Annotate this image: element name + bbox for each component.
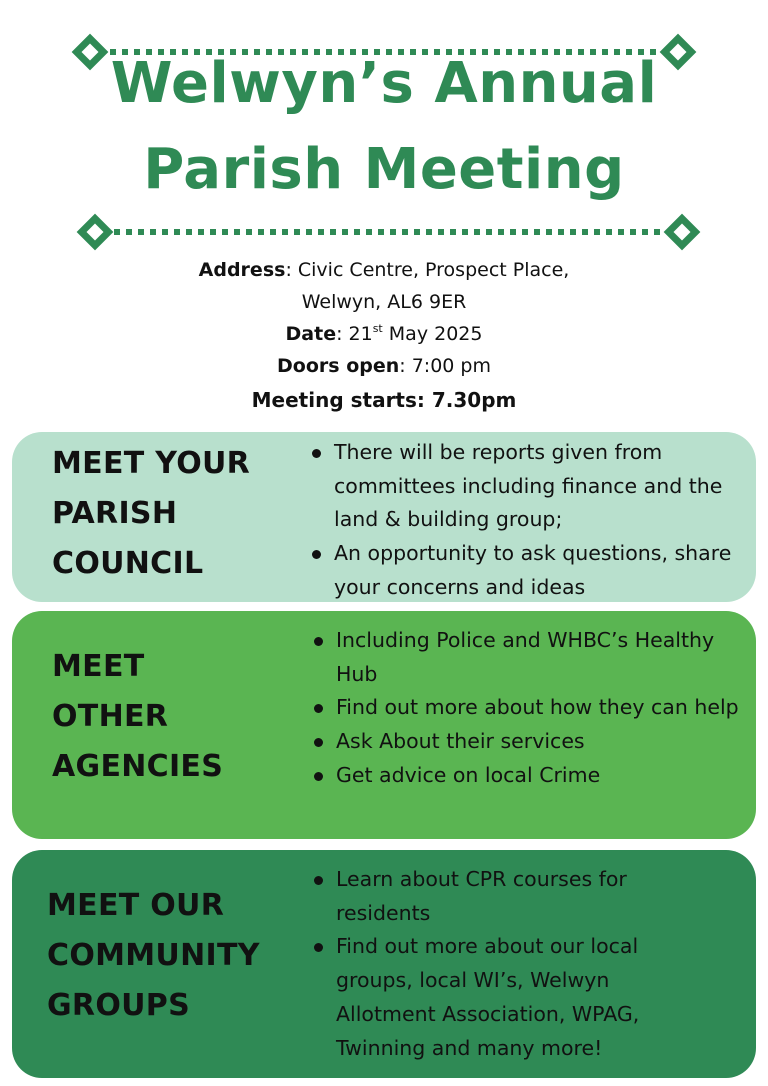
bottom-left-diamond-icon bbox=[77, 214, 114, 251]
page-title bbox=[0, 52, 768, 202]
section-heading bbox=[52, 439, 250, 589]
bottom-divider bbox=[0, 212, 768, 252]
bullet-list bbox=[314, 624, 746, 793]
doors-value: : 7:00 pm bbox=[399, 355, 491, 377]
list-item: Get advice on local Crime bbox=[314, 759, 746, 793]
heading-line: MEET bbox=[52, 649, 145, 684]
title-line-2: Parish Meeting bbox=[143, 137, 625, 202]
heading-line: PARISH bbox=[52, 496, 178, 531]
list-item: Find out more about our local groups, local WI’s, Welwyn Allotment Association, WPAG, Twinning and many more! bbox=[314, 930, 714, 1065]
list-item: Including Police and WHBC’s Healthy Hub bbox=[314, 624, 746, 691]
date-row bbox=[0, 318, 768, 350]
heading-line: GROUPS bbox=[47, 988, 190, 1023]
section-other-agencies bbox=[12, 611, 756, 839]
doors-label: Doors open bbox=[277, 355, 400, 377]
doors-row bbox=[0, 350, 768, 382]
section-heading bbox=[52, 642, 223, 792]
bullet-list bbox=[312, 436, 732, 605]
title-line-1: Welwyn’s Annual bbox=[110, 51, 658, 116]
heading-line: AGENCIES bbox=[52, 749, 224, 784]
date-rest: May 2025 bbox=[382, 323, 483, 345]
bullet-list bbox=[314, 863, 714, 1065]
list-item: Learn about CPR courses for residents bbox=[314, 863, 714, 930]
address-label: Address bbox=[198, 259, 286, 281]
date-suffix: st bbox=[372, 322, 383, 335]
list-item: Find out more about how they can help bbox=[314, 691, 746, 725]
address-value: : Civic Centre, Prospect Place, bbox=[285, 259, 570, 281]
bottom-right-diamond-icon bbox=[664, 214, 701, 251]
section-heading bbox=[47, 881, 260, 1031]
heading-line: MEET YOUR bbox=[52, 446, 251, 481]
section-community-groups bbox=[12, 850, 756, 1078]
event-details bbox=[0, 254, 768, 416]
list-item: Ask About their services bbox=[314, 725, 746, 759]
list-item: There will be reports given from committees including finance and the land & building group; bbox=[312, 436, 732, 537]
heading-line: COMMUNITY bbox=[47, 938, 260, 973]
section-parish-council bbox=[12, 432, 756, 602]
address-row bbox=[0, 254, 768, 286]
heading-line: OTHER bbox=[52, 699, 169, 734]
list-item: An opportunity to ask questions, share your concerns and ideas bbox=[312, 537, 732, 604]
heading-line: MEET OUR bbox=[47, 888, 225, 923]
address-row-2: Welwyn, AL6 9ER bbox=[301, 291, 467, 313]
meeting-starts: Meeting starts: 7.30pm bbox=[251, 388, 517, 412]
date-label: Date bbox=[285, 323, 337, 345]
date-day: : 21 bbox=[336, 323, 373, 345]
heading-line: COUNCIL bbox=[52, 546, 204, 581]
